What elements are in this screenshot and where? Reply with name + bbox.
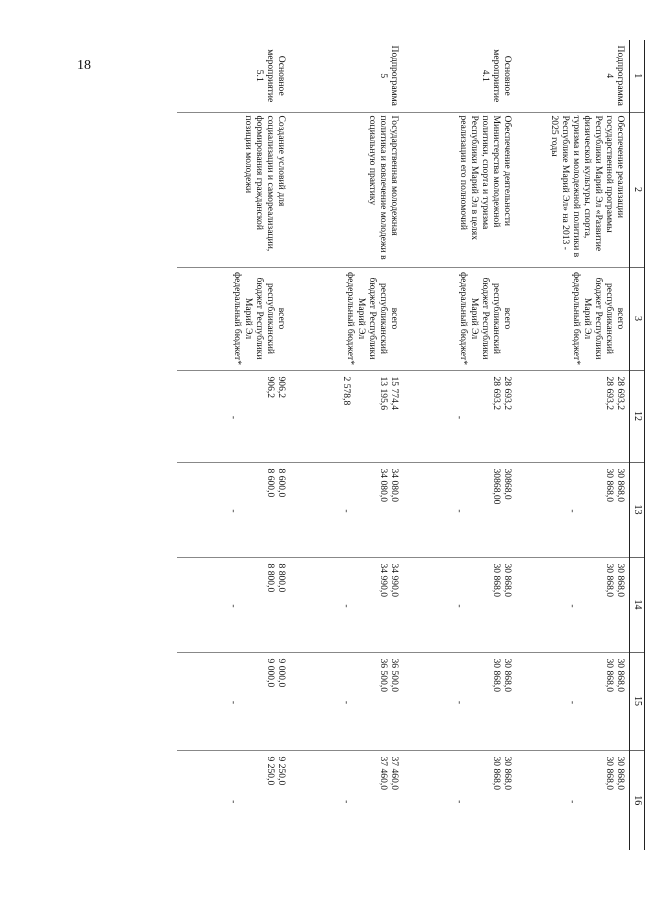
value-federal-budget: - bbox=[227, 800, 239, 804]
value-total: 30 868,0 bbox=[615, 468, 626, 503]
value-republic-budget: 28 693,2 bbox=[490, 376, 502, 411]
value-cell bbox=[290, 557, 403, 652]
table-row bbox=[403, 40, 516, 850]
value-federal-budget bbox=[567, 377, 578, 459]
funding-sources bbox=[516, 267, 630, 370]
value-republic-budget: 30 868,0 bbox=[490, 563, 502, 598]
value-republic-budget: 30868,00 bbox=[490, 468, 502, 505]
funding-sources bbox=[403, 267, 516, 370]
value-republic-budget: 30 868,0 bbox=[603, 658, 615, 693]
value-republic-budget: 30 868,0 bbox=[490, 756, 502, 791]
value-cell bbox=[403, 462, 516, 557]
value-total: 28 693,2 bbox=[502, 376, 513, 411]
table-body bbox=[177, 40, 630, 850]
value-federal-budget: - bbox=[340, 800, 352, 804]
value-republic-budget: 34 990,0 bbox=[377, 563, 389, 598]
value-cell bbox=[290, 370, 403, 462]
value-total: 37 460,0 bbox=[389, 756, 400, 791]
value-cell bbox=[516, 462, 630, 557]
value-republic-budget: 30 868,0 bbox=[603, 756, 615, 791]
funding-source-label: всего bbox=[615, 307, 626, 330]
funding-source-label: республиканский бюджет Республики Марий Эл bbox=[242, 277, 276, 360]
value-cell bbox=[516, 557, 630, 652]
row-code: Подпрограмма 5 bbox=[377, 45, 400, 106]
row-description: Обеспечение реализации государственной программы Республики Марий Эл «Развитие физической культуры, спорта, туризма и молодежной политики в Республике Марий Эл» на 2013 - 2025 годы bbox=[516, 112, 630, 267]
value-republic-budget: 30 868,0 bbox=[603, 563, 615, 598]
header-row bbox=[630, 40, 645, 850]
value-total: 28 693,2 bbox=[615, 376, 626, 411]
value-cell bbox=[516, 370, 630, 462]
value-republic-budget: 37 460,0 bbox=[377, 756, 389, 791]
value-republic-budget: 9 000,0 bbox=[264, 658, 276, 688]
value-federal-budget: - bbox=[227, 509, 239, 513]
value-federal-budget: - bbox=[566, 509, 578, 513]
value-total: 34 080,0 bbox=[389, 468, 400, 503]
row-description: Создание условий для социализации и самореализации, формирования гражданской позиции молодежи bbox=[177, 112, 290, 267]
value-cell bbox=[177, 462, 290, 557]
column-header: 13 bbox=[630, 462, 645, 557]
column-header: 16 bbox=[630, 750, 645, 850]
value-federal-budget: - bbox=[566, 700, 578, 705]
value-total: 34 990,0 bbox=[389, 563, 400, 598]
value-total: 15 774,4 bbox=[389, 376, 400, 411]
value-total: 30 868,0 bbox=[615, 658, 626, 693]
row-code: Основное мероприятие 4.1 bbox=[479, 49, 513, 103]
value-cell bbox=[403, 750, 516, 850]
value-republic-budget: 28 693,2 bbox=[603, 376, 615, 411]
row-description: Обеспечение деятельности Министерства молодежной политики, спорта и туризма Республики Марий Эл в целях реализации его полномочий bbox=[403, 112, 516, 267]
value-federal-budget: - bbox=[453, 604, 465, 608]
value-republic-budget: 34 080,0 bbox=[377, 468, 389, 503]
value-total: 9 250,0 bbox=[276, 756, 287, 786]
value-total: 8 600,0 bbox=[276, 468, 287, 498]
value-republic-budget: 8 800,0 bbox=[264, 563, 276, 593]
table-row bbox=[516, 40, 630, 850]
value-federal-budget: - bbox=[453, 700, 465, 705]
value-total: 30 868,0 bbox=[502, 756, 513, 791]
value-cell bbox=[290, 652, 403, 750]
value-republic-budget: 9 250,0 bbox=[264, 756, 276, 786]
funding-source-label: республиканский бюджет Республики Марий Эл bbox=[468, 277, 502, 360]
table-row bbox=[177, 40, 290, 850]
value-total: 30 868,0 bbox=[615, 563, 626, 598]
table-row bbox=[290, 40, 403, 850]
funding-sources bbox=[290, 267, 403, 370]
value-federal-budget: - bbox=[227, 415, 239, 420]
funding-source-label: федеральный бюджет* bbox=[231, 271, 243, 366]
value-total: 36 500,0 bbox=[389, 658, 400, 693]
value-cell bbox=[403, 557, 516, 652]
value-federal-budget: - bbox=[453, 415, 465, 420]
value-cell bbox=[516, 652, 630, 750]
value-republic-budget: 906,2 bbox=[264, 376, 276, 399]
column-header: 12 bbox=[630, 370, 645, 462]
value-total: 8 800,0 bbox=[276, 563, 287, 593]
row-code: Основное мероприятие 5.1 bbox=[253, 49, 287, 103]
value-total: 30 868,0 bbox=[502, 658, 513, 693]
value-republic-budget: 8 600,0 bbox=[264, 468, 276, 498]
value-total: 9 000,0 bbox=[276, 658, 287, 688]
value-total: 30 868,0 bbox=[615, 756, 626, 791]
column-header: 2 bbox=[630, 112, 645, 267]
value-federal-budget: - bbox=[340, 700, 352, 705]
value-federal-budget: - bbox=[566, 800, 578, 804]
column-header: 14 bbox=[630, 557, 645, 652]
column-header: 1 bbox=[630, 40, 645, 112]
funding-source-label: республиканский бюджет Республики Марий Эл bbox=[355, 277, 389, 360]
value-total: 30868,0 bbox=[502, 468, 513, 500]
funding-source-label: всего bbox=[502, 307, 513, 330]
funding-sources bbox=[177, 267, 290, 370]
value-cell bbox=[516, 750, 630, 850]
rotated-table-area bbox=[125, 40, 645, 850]
value-federal-budget: - bbox=[453, 509, 465, 513]
funding-source-label: республиканский бюджет Республики Марий Эл bbox=[581, 277, 615, 360]
funding-source-label: федеральный бюджет* bbox=[570, 271, 582, 366]
funding-source-label: всего bbox=[276, 307, 287, 330]
row-code: Подпрограмма 4 bbox=[603, 45, 626, 106]
value-cell bbox=[177, 750, 290, 850]
value-cell bbox=[403, 652, 516, 750]
value-republic-budget: 13 195,6 bbox=[377, 376, 389, 411]
value-total: 906,2 bbox=[276, 376, 287, 399]
value-cell bbox=[290, 750, 403, 850]
value-cell bbox=[403, 370, 516, 462]
value-federal-budget: - bbox=[340, 509, 352, 513]
value-republic-budget: 30 868,0 bbox=[490, 658, 502, 693]
column-header: 3 bbox=[630, 267, 645, 370]
value-cell bbox=[177, 370, 290, 462]
value-republic-budget: 30 868,0 bbox=[603, 468, 615, 503]
value-federal-budget: - bbox=[227, 700, 239, 705]
page-number: 18 bbox=[77, 58, 91, 73]
column-header: 15 bbox=[630, 652, 645, 750]
value-federal-budget: - bbox=[566, 604, 578, 608]
funding-source-label: федеральный бюджет* bbox=[344, 271, 356, 366]
value-federal-budget: - bbox=[340, 604, 352, 608]
value-total: 30 868,0 bbox=[502, 563, 513, 598]
value-republic-budget: 36 500,0 bbox=[377, 658, 389, 693]
value-federal-budget: 2 578,8 bbox=[340, 376, 352, 406]
funding-source-label: всего bbox=[389, 307, 400, 330]
value-cell bbox=[177, 652, 290, 750]
value-federal-budget: - bbox=[227, 604, 239, 608]
row-description: Государственная молодежная политика и вовлечение молодежи в социальную практику bbox=[290, 112, 403, 267]
funding-source-label: федеральный бюджет* bbox=[457, 271, 469, 366]
value-cell bbox=[177, 557, 290, 652]
value-cell bbox=[290, 462, 403, 557]
value-federal-budget: - bbox=[453, 800, 465, 804]
budget-table bbox=[177, 40, 645, 850]
